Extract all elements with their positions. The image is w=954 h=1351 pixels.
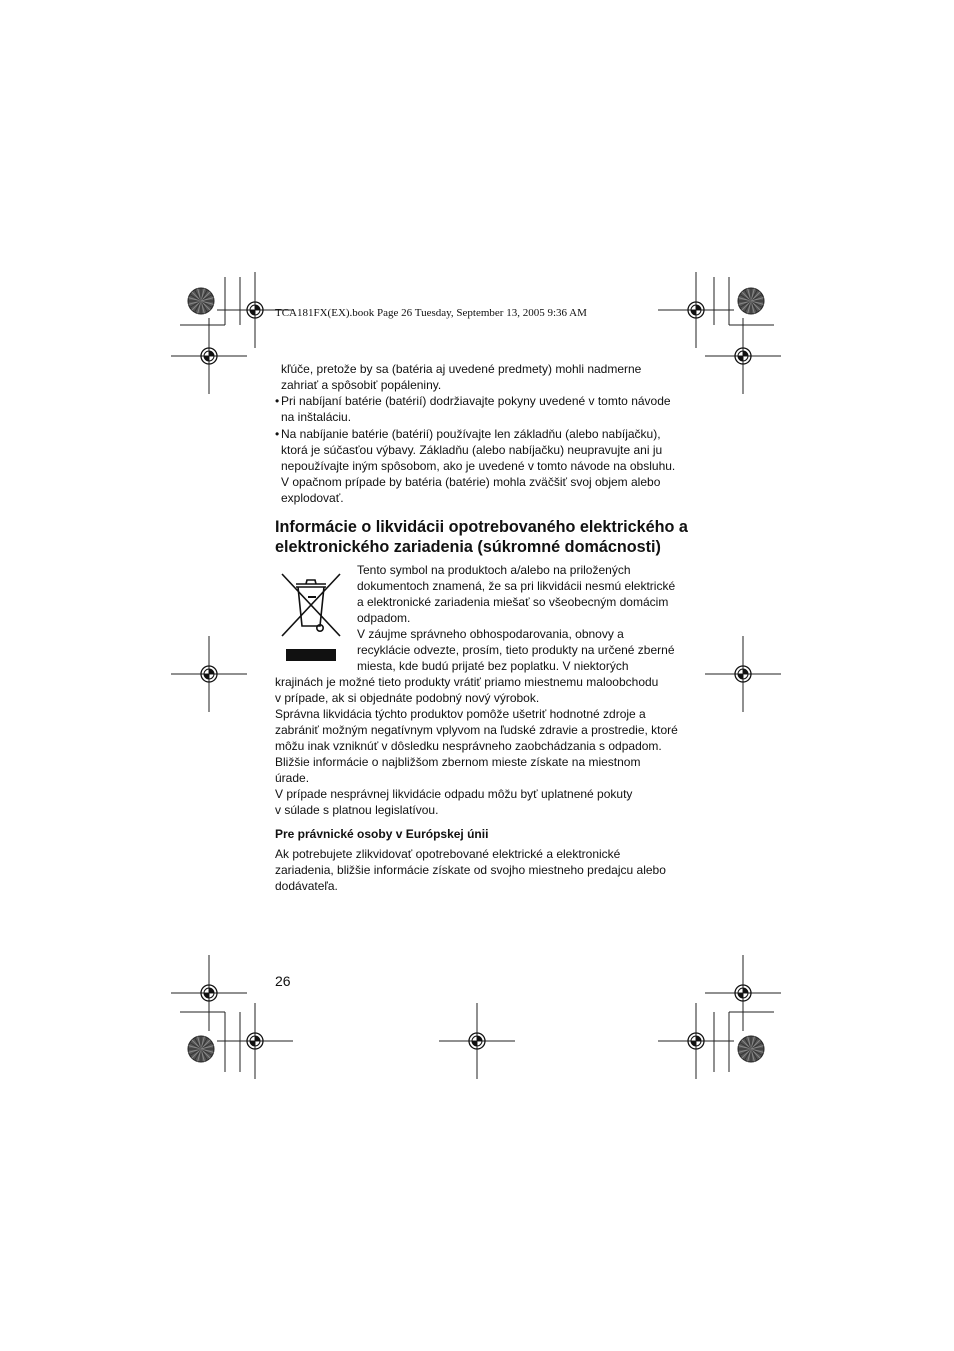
color-target-circle-icon: [738, 1036, 764, 1062]
registration-crosshair-icon: [171, 955, 247, 1031]
registration-crosshair-icon: [439, 1003, 515, 1079]
bullet-line: explodovať.: [281, 491, 344, 505]
bullet-line: Na nabíjanie batérie (batérií) používajte len základňu (alebo nabíjačku),: [281, 427, 661, 441]
section-line: v súlade s platnou legislatívou.: [275, 803, 439, 817]
crossed-out-wheelie-bin-icon: [278, 568, 344, 662]
section-line: krajinách je možné tieto produkty vrátiť priamo miestnemu maloobchodu: [275, 675, 659, 689]
registration-crosshair-icon: [658, 272, 734, 348]
section-line: Tento symbol na produktoch a/alebo na priložených: [357, 563, 631, 577]
registration-crosshair-icon: [171, 318, 247, 394]
section-line: úrade.: [275, 771, 310, 785]
section-line: recyklácie odvezte, prosím, tieto produkty na určené zberné: [357, 643, 675, 657]
print-header: TCA181FX(EX).book Page 26 Tuesday, September 13, 2005 9:36 AM: [275, 307, 587, 319]
bullet-line: nepoužívajte iným spôsobom, ako je uvedené v tomto návode na obsluhu.: [281, 459, 676, 473]
section-line: V záujme správneho obhospodarovania, obnovy a: [357, 627, 624, 641]
bullet-symbol: •: [275, 394, 280, 408]
section-line: V prípade nesprávnej likvidácie odpadu môžu byť uplatnené pokuty: [275, 787, 633, 801]
color-target-circle-icon: [188, 1036, 214, 1062]
subsection-line: dodávateľa.: [275, 879, 338, 893]
bullet-line: ktorá je súčasťou výbavy. Základňu (alebo nabíjačku) neupravujte ani ju: [281, 443, 663, 457]
registration-crosshair-icon: [705, 318, 781, 394]
subsection-heading: Pre právnické osoby v Európskej únii: [275, 827, 489, 841]
section-line: zabrániť možným negatívnym vplyvom na ľudské zdravie a prostredie, ktoré: [275, 723, 678, 737]
color-target-circle-icon: [738, 288, 764, 314]
section-line: odpadom.: [357, 611, 411, 625]
bullet-line: Pri nabíjaní batérie (batérií) dodržiavajte pokyny uvedené v tomto návode: [281, 394, 671, 408]
section-line: Správna likvidácia týchto produktov pomôže ušetriť hodnotné zdroje a: [275, 707, 646, 721]
section-line: dokumentoch znamená, že sa pri likvidácii nesmú elektrické: [357, 579, 676, 593]
subsection-line: zariadenia, bližšie informácie získate od svojho miestneho predajcu alebo: [275, 863, 666, 877]
section-heading: elektronického zariadenia (súkromné domácnosti): [275, 538, 661, 556]
registration-crosshair-icon: [171, 636, 247, 712]
registration-crosshair-icon: [217, 1003, 293, 1079]
section-line: môžu inak vzniknúť v dôsledku nesprávneho zaobchádzania s odpadom.: [275, 739, 662, 753]
registration-crosshair-icon: [705, 636, 781, 712]
bullet-line: na inštaláciu.: [281, 410, 352, 424]
registration-crosshair-icon: [705, 955, 781, 1031]
section-line: miesta, kde budú prijaté bez poplatku. V niektorých: [357, 659, 629, 673]
registration-crosshair-icon: [658, 1003, 734, 1079]
color-target-circle-icon: [188, 288, 214, 314]
section-heading: Informácie o likvidácii opotrebovaného elektrického a: [275, 518, 688, 536]
intro-line: zahriať a spôsobiť popáleniny.: [281, 378, 442, 392]
section-line: Bližšie informácie o najbližšom zbernom mieste získate na miestnom: [275, 755, 641, 769]
subsection-line: Ak potrebujete zlikvidovať opotrebované elektrické a elektronické: [275, 847, 621, 861]
bullet-line: V opačnom prípade by batéria (batérie) mohla zväčšiť svoj objem alebo: [281, 475, 661, 489]
page-number: 26: [275, 973, 291, 989]
section-line: a elektronické zariadenia miešať so všeobecným domácim: [357, 595, 669, 609]
section-line: v prípade, ak si objednáte podobný nový výrobok.: [275, 691, 540, 705]
intro-line: kľúče, pretože by sa (batéria aj uvedené predmety) mohli nadmerne: [281, 362, 642, 376]
bullet-symbol: •: [275, 427, 280, 441]
